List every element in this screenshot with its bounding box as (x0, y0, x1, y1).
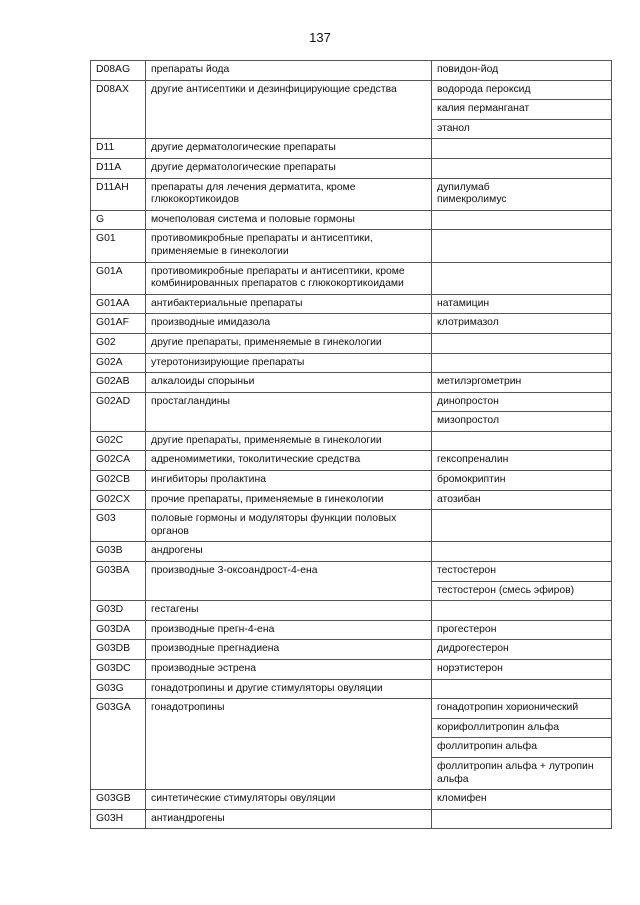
drug-name-cell: водорода пероксид (432, 80, 612, 100)
atc-code-cell: G01 (91, 230, 146, 262)
drug-name-cell: гонадотропин хорионический (432, 699, 612, 719)
anatomical-therapeutic-group-cell: препараты йода (146, 61, 432, 81)
anatomical-therapeutic-group-cell: другие дерматологические препараты (146, 158, 432, 178)
anatomical-therapeutic-group-cell: гонадотропины и другие стимуляторы овуляции (146, 679, 432, 699)
drug-name-cell (432, 210, 612, 230)
atc-code-cell: D11AH (91, 178, 146, 210)
anatomical-therapeutic-group-cell: производные имидазола (146, 314, 432, 334)
drug-name-cell: повидон-йод (432, 61, 612, 81)
table-row (91, 262, 612, 294)
atc-code-cell: G02 (91, 333, 146, 353)
atc-code-cell: G02AD (91, 392, 146, 431)
drug-name-cell: метилэргометрин (432, 373, 612, 393)
drug-name-cell: клотримазол (432, 314, 612, 334)
anatomical-therapeutic-group-cell: ингибиторы пролактина (146, 471, 432, 491)
drug-name-cell (432, 139, 612, 159)
atc-code-cell: G03 (91, 510, 146, 542)
atc-code-cell: G03BA (91, 562, 146, 601)
drug-name-cell: натамицин (432, 294, 612, 314)
drug-name-cell: мизопростол (432, 412, 612, 432)
anatomical-therapeutic-group-cell: синтетические стимуляторы овуляции (146, 790, 432, 810)
anatomical-therapeutic-group-cell: противомикробные препараты и антисептики, кроме комбинированных препаратов с глюкокортикоидами (146, 262, 432, 294)
anatomical-therapeutic-group-cell: другие препараты, применяемые в гинекологии (146, 431, 432, 451)
atc-code-cell: D08AX (91, 80, 146, 139)
anatomical-therapeutic-group-cell: препараты для лечения дерматита, кроме глюкокортикоидов (146, 178, 432, 210)
drug-name-cell: корифоллитропин альфа (432, 718, 612, 738)
anatomical-therapeutic-group-cell: прочие препараты, применяемые в гинекологии (146, 490, 432, 510)
drug-name-cell: калия перманганат (432, 100, 612, 120)
table-row (91, 562, 612, 582)
table-row (91, 809, 612, 829)
table-row (91, 80, 612, 100)
table-row (91, 510, 612, 542)
drug-name-cell: бромокриптин (432, 471, 612, 491)
drug-name-cell: кломифен (432, 790, 612, 810)
anatomical-therapeutic-group-cell: антиандрогены (146, 809, 432, 829)
atc-code-cell: G03H (91, 809, 146, 829)
anatomical-therapeutic-group-cell: другие препараты, применяемые в гинекологии (146, 333, 432, 353)
table-body (91, 61, 612, 829)
anatomical-therapeutic-group-cell: адреномиметики, токолитические средства (146, 451, 432, 471)
atc-code-cell: G02CA (91, 451, 146, 471)
anatomical-therapeutic-group-cell: производные прегн-4-ена (146, 620, 432, 640)
atc-code-cell: G01AF (91, 314, 146, 334)
table-row (91, 640, 612, 660)
table-row (91, 139, 612, 159)
anatomical-therapeutic-group-cell: алкалоиды спорыньи (146, 373, 432, 393)
anatomical-therapeutic-group-cell: производные эстрена (146, 660, 432, 680)
table-row (91, 679, 612, 699)
atc-classification-table (90, 60, 612, 829)
atc-code-cell: G (91, 210, 146, 230)
drug-name-cell (432, 158, 612, 178)
anatomical-therapeutic-group-cell: утеротонизирующие препараты (146, 353, 432, 373)
anatomical-therapeutic-group-cell: гестагены (146, 601, 432, 621)
atc-code-cell: G03DA (91, 620, 146, 640)
drug-name-cell: фоллитропин альфа (432, 738, 612, 758)
drug-name-cell (432, 230, 612, 262)
atc-code-cell: G02C (91, 431, 146, 451)
table-row (91, 620, 612, 640)
drug-name-cell (432, 333, 612, 353)
atc-code-cell: G03GA (91, 699, 146, 790)
anatomical-therapeutic-group-cell: производные 3-оксоандрост-4-ена (146, 562, 432, 601)
drug-name-cell (432, 542, 612, 562)
anatomical-therapeutic-group-cell: другие дерматологические препараты (146, 139, 432, 159)
drug-name-cell (432, 353, 612, 373)
table-row (91, 294, 612, 314)
drug-name-cell: тестостерон (смесь эфиров) (432, 581, 612, 601)
atc-code-cell: G03D (91, 601, 146, 621)
anatomical-therapeutic-group-cell: андрогены (146, 542, 432, 562)
drug-name-cell (432, 431, 612, 451)
page-number: 137 (309, 30, 331, 45)
table-row (91, 314, 612, 334)
atc-code-cell: G02AB (91, 373, 146, 393)
atc-code-cell: D11A (91, 158, 146, 178)
table-row (91, 392, 612, 412)
drug-name-cell: дидрогестерон (432, 640, 612, 660)
table-row (91, 490, 612, 510)
atc-code-cell: G03G (91, 679, 146, 699)
atc-code-cell: D08AG (91, 61, 146, 81)
table-row (91, 431, 612, 451)
drug-name-cell: гексопреналин (432, 451, 612, 471)
atc-code-cell: G02CB (91, 471, 146, 491)
table-row (91, 542, 612, 562)
table-row (91, 601, 612, 621)
drug-name-cell: прогестерон (432, 620, 612, 640)
drug-name-cell (432, 262, 612, 294)
table-row (91, 790, 612, 810)
anatomical-therapeutic-group-cell: мочеполовая система и половые гормоны (146, 210, 432, 230)
table-row (91, 178, 612, 210)
table-row (91, 158, 612, 178)
table-row (91, 230, 612, 262)
table-row (91, 451, 612, 471)
drug-name-cell (432, 510, 612, 542)
drug-name-cell (432, 679, 612, 699)
table-row (91, 61, 612, 81)
anatomical-therapeutic-group-cell: производные прегнадиена (146, 640, 432, 660)
drug-name-cell (432, 601, 612, 621)
anatomical-therapeutic-group-cell: половые гормоны и модуляторы функции половых органов (146, 510, 432, 542)
table-row (91, 353, 612, 373)
anatomical-therapeutic-group-cell: противомикробные препараты и антисептики, применяемые в гинекологии (146, 230, 432, 262)
drug-name-cell: тестостерон (432, 562, 612, 582)
table-row (91, 699, 612, 719)
atc-code-cell: G03GB (91, 790, 146, 810)
atc-code-cell: G01A (91, 262, 146, 294)
drug-name-cell (432, 809, 612, 829)
drug-name-cell: норэтистерон (432, 660, 612, 680)
atc-code-cell: G02A (91, 353, 146, 373)
table-row (91, 660, 612, 680)
table-row (91, 333, 612, 353)
anatomical-therapeutic-group-cell: другие антисептики и дезинфицирующие средства (146, 80, 432, 139)
table-row (91, 210, 612, 230)
anatomical-therapeutic-group-cell: простагландины (146, 392, 432, 431)
atc-code-cell: G03DB (91, 640, 146, 660)
drug-name-cell: фоллитропин альфа + лутропин альфа (432, 757, 612, 789)
drug-name-cell: этанол (432, 119, 612, 139)
atc-code-cell: G01AA (91, 294, 146, 314)
atc-code-cell: G03DC (91, 660, 146, 680)
anatomical-therapeutic-group-cell: гонадотропины (146, 699, 432, 790)
atc-code-cell: D11 (91, 139, 146, 159)
drug-name-cell: дупилумаб пимекролимус (432, 178, 612, 210)
table-row (91, 373, 612, 393)
atc-code-cell: G02CX (91, 490, 146, 510)
atc-code-cell: G03B (91, 542, 146, 562)
anatomical-therapeutic-group-cell: антибактериальные препараты (146, 294, 432, 314)
drug-name-cell: атозибан (432, 490, 612, 510)
drug-name-cell: динопростон (432, 392, 612, 412)
table-row (91, 471, 612, 491)
